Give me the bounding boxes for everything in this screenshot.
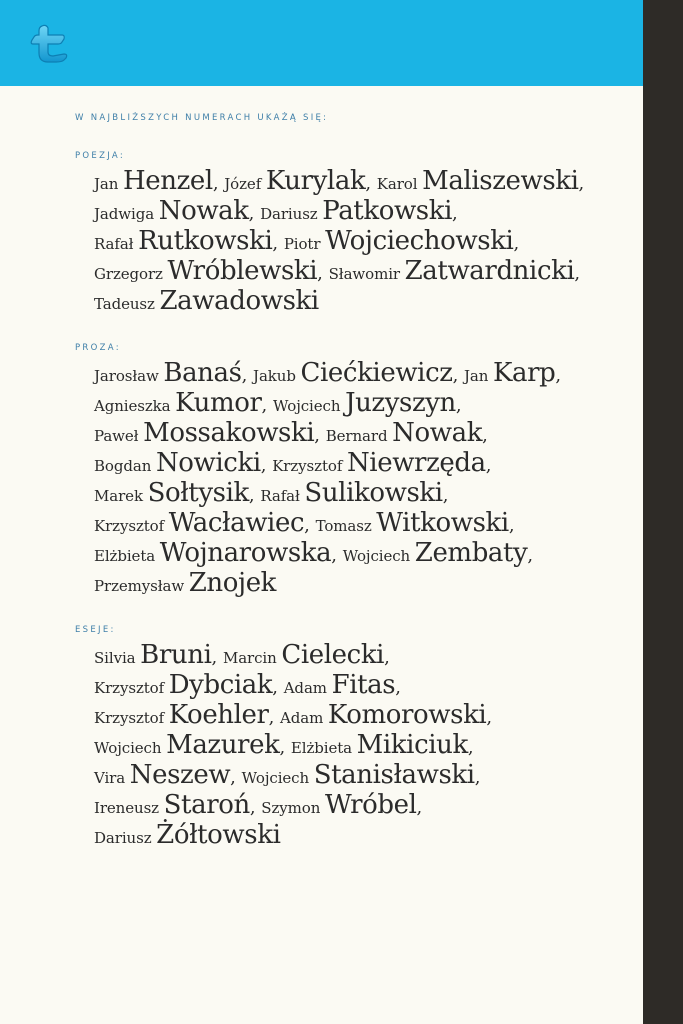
comma-separator: , xyxy=(212,173,225,194)
author-line xyxy=(94,508,635,538)
author-first-name: Dariusz xyxy=(260,205,323,223)
author-first-name: Marek xyxy=(94,487,148,505)
author-first-name: Rafał xyxy=(94,235,139,253)
comma-separator: , xyxy=(248,485,261,506)
comma-separator: , xyxy=(485,455,492,476)
author-line xyxy=(94,568,635,598)
author-last-name: Nowak xyxy=(392,418,483,448)
author-line xyxy=(94,790,635,820)
comma-separator: , xyxy=(467,737,474,758)
author-line xyxy=(94,670,635,700)
author-line xyxy=(94,358,635,388)
author-first-name: Agnieszka xyxy=(94,397,176,415)
author-last-name: Zembaty xyxy=(414,538,528,568)
author-last-name: Mikiciuk xyxy=(356,730,468,760)
author-first-name: Przemysław xyxy=(94,577,189,595)
t-logo-icon xyxy=(28,22,74,66)
author-last-name: Neszew xyxy=(129,760,231,790)
author-first-name: Szymon xyxy=(261,799,325,817)
comma-separator: , xyxy=(574,263,581,284)
author-last-name: Wacławiec xyxy=(168,508,305,538)
author-line xyxy=(94,418,635,448)
comma-separator: , xyxy=(527,545,534,566)
author-line xyxy=(94,700,635,730)
author-last-name: Zawadowski xyxy=(159,286,319,316)
author-last-name: Patkowski xyxy=(322,196,453,226)
author-line xyxy=(94,388,635,418)
announcement-kicker: W NAJBLIŻSZYCH NUMERACH UKAŻĄ SIĘ: xyxy=(75,113,329,123)
author-first-name: Adam xyxy=(280,709,328,727)
section-label: ESEJE: xyxy=(75,625,116,635)
author-last-name: Kumor xyxy=(175,388,262,418)
comma-separator: , xyxy=(314,425,326,446)
author-first-name: Elżbieta xyxy=(94,547,160,565)
author-first-name: Vira xyxy=(94,769,130,787)
author-first-name: Piotr xyxy=(283,235,326,253)
author-line xyxy=(94,196,635,226)
author-first-name: Krzysztof xyxy=(94,709,169,727)
comma-separator: , xyxy=(486,707,493,728)
author-last-name: Fitas xyxy=(331,670,396,700)
comma-separator: , xyxy=(317,263,329,284)
author-line xyxy=(94,256,635,286)
author-last-name: Juzyszyn xyxy=(345,388,456,418)
author-last-name: Sulikowski xyxy=(304,478,443,508)
section-1 xyxy=(75,342,635,598)
author-line xyxy=(94,760,635,790)
comma-separator: , xyxy=(455,395,462,416)
comma-separator: , xyxy=(555,365,562,386)
author-first-name: Bogdan xyxy=(94,457,156,475)
comma-separator: , xyxy=(241,365,254,386)
comma-separator: , xyxy=(304,515,316,536)
comma-separator: , xyxy=(452,365,465,386)
author-first-name: Rafał xyxy=(260,487,305,505)
author-last-name: Nowicki xyxy=(155,448,261,478)
author-first-name: Marcin xyxy=(222,649,282,667)
comma-separator: , xyxy=(268,707,281,728)
author-first-name: Tadeusz xyxy=(94,295,160,313)
author-last-name: Rutkowski xyxy=(138,226,273,256)
author-first-name: Wojciech xyxy=(342,547,415,565)
comma-separator: , xyxy=(331,545,343,566)
author-first-name: Dariusz xyxy=(94,829,157,847)
section-label: PROZA: xyxy=(75,343,121,353)
author-first-name: Jarosław xyxy=(94,367,164,385)
author-last-name: Witkowski xyxy=(376,508,509,538)
author-last-name: Zatwardnicki xyxy=(404,256,575,286)
author-last-name: Znojek xyxy=(188,568,277,598)
sections-container xyxy=(75,150,635,850)
author-first-name: Paweł xyxy=(94,427,144,445)
comma-separator: , xyxy=(416,797,423,818)
author-last-name: Mazurek xyxy=(166,730,280,760)
author-last-name: Cielecki xyxy=(281,640,385,670)
author-first-name: Wojciech xyxy=(241,769,314,787)
author-list xyxy=(94,640,635,850)
comma-separator: , xyxy=(384,647,390,668)
announcement-content xyxy=(75,112,635,850)
author-last-name: Staroń xyxy=(163,790,250,820)
section-2 xyxy=(75,624,635,850)
comma-separator: , xyxy=(365,173,377,194)
comma-separator: , xyxy=(513,233,520,254)
author-first-name: Adam xyxy=(283,679,332,697)
author-line xyxy=(94,286,635,316)
author-list xyxy=(94,166,635,316)
author-first-name: Grzegorz xyxy=(94,265,168,283)
section-0 xyxy=(75,150,635,316)
author-last-name: Dybciak xyxy=(168,670,273,700)
author-first-name: Krzysztof xyxy=(94,679,169,697)
author-first-name: Jakub xyxy=(253,367,301,385)
comma-separator: , xyxy=(272,677,284,698)
author-last-name: Sołtysik xyxy=(147,478,249,508)
author-first-name: Józef xyxy=(224,175,266,193)
comma-separator: , xyxy=(279,737,291,758)
author-last-name: Karp xyxy=(493,358,556,388)
author-last-name: Stanisławski xyxy=(313,760,475,790)
author-line xyxy=(94,640,635,670)
author-last-name: Mossakowski xyxy=(143,418,315,448)
author-last-name: Henzel xyxy=(123,166,213,196)
comma-separator: , xyxy=(578,173,585,194)
comma-separator: , xyxy=(272,233,284,254)
author-first-name: Tomasz xyxy=(315,517,377,535)
author-last-name: Nowak xyxy=(158,196,249,226)
author-line xyxy=(94,820,635,850)
author-last-name: Niewrzęda xyxy=(346,448,486,478)
comma-separator: , xyxy=(474,767,481,788)
comma-separator: , xyxy=(260,455,273,476)
author-last-name: Wróbel xyxy=(324,790,417,820)
author-first-name: Elżbieta xyxy=(290,739,357,757)
author-last-name: Żółtowski xyxy=(156,820,281,850)
comma-separator: , xyxy=(508,515,515,536)
comma-separator: , xyxy=(211,647,223,668)
section-label: POEZJA: xyxy=(75,151,125,161)
author-first-name: Silvia xyxy=(94,649,141,667)
author-first-name: Jan xyxy=(464,367,494,385)
author-last-name: Wojnarowska xyxy=(159,538,332,568)
author-first-name: Jan xyxy=(94,175,123,193)
author-first-name: Jadwiga xyxy=(94,205,159,223)
author-line xyxy=(94,166,635,196)
author-first-name: Krzysztof xyxy=(94,517,169,535)
author-last-name: Wojciechowski xyxy=(325,226,514,256)
author-first-name: Krzysztof xyxy=(272,457,347,475)
comma-separator: , xyxy=(230,767,242,788)
author-last-name: Bruni xyxy=(140,640,212,670)
comma-separator: , xyxy=(261,395,273,416)
author-last-name: Banaś xyxy=(163,358,242,388)
author-list xyxy=(94,358,635,598)
author-first-name: Karol xyxy=(376,175,423,193)
author-first-name: Ireneusz xyxy=(94,799,164,817)
right-edge-bar xyxy=(643,0,683,1024)
comma-separator: , xyxy=(248,203,261,224)
author-first-name: Bernard xyxy=(325,427,393,445)
author-line xyxy=(94,478,635,508)
author-last-name: Wróblewski xyxy=(167,256,318,286)
header-bar xyxy=(0,0,643,86)
author-last-name: Maliszewski xyxy=(422,166,579,196)
author-line xyxy=(94,538,635,568)
comma-separator: , xyxy=(452,203,458,224)
comma-separator: , xyxy=(482,425,488,446)
author-first-name: Wojciech xyxy=(94,739,167,757)
comma-separator: , xyxy=(395,677,401,698)
author-line xyxy=(94,448,635,478)
comma-separator: , xyxy=(442,485,449,506)
author-last-name: Ciećkiewicz xyxy=(300,358,453,388)
author-first-name: Wojciech xyxy=(272,397,346,415)
author-line xyxy=(94,226,635,256)
author-last-name: Koehler xyxy=(168,700,269,730)
author-last-name: Komorowski xyxy=(327,700,487,730)
author-last-name: Kurylak xyxy=(265,166,366,196)
author-first-name: Sławomir xyxy=(328,265,405,283)
author-line xyxy=(94,730,635,760)
comma-separator: , xyxy=(249,797,262,818)
